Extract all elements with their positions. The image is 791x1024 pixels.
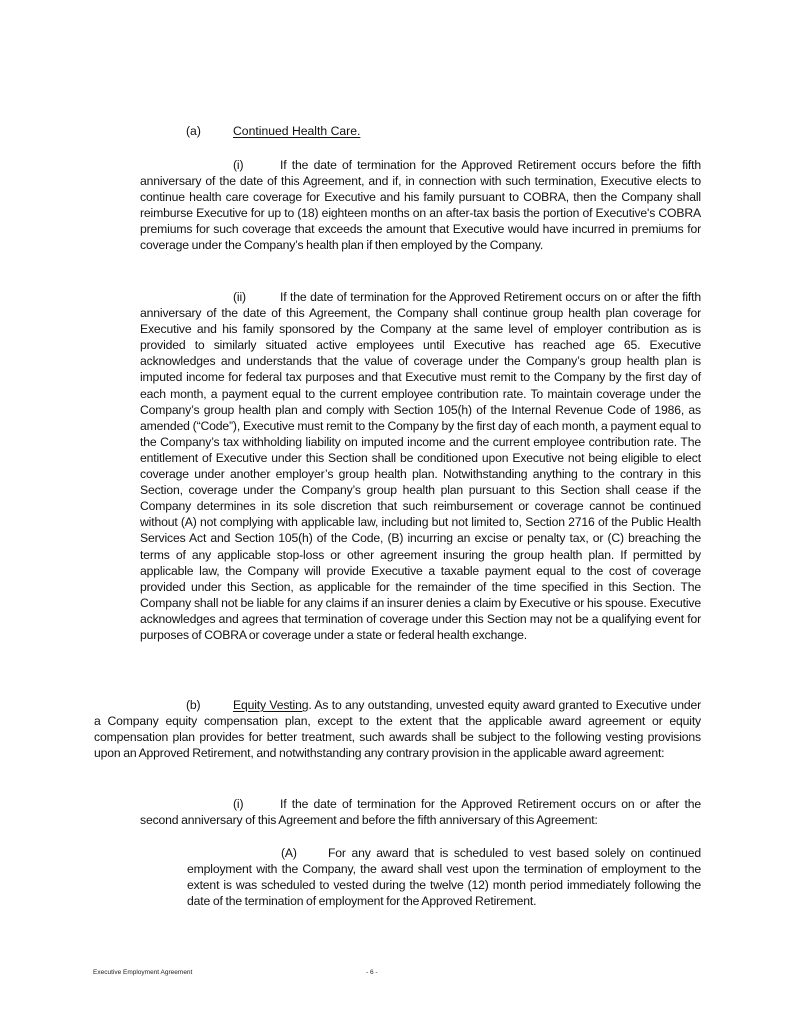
footer-title: Executive Employment Agreement xyxy=(93,969,193,976)
footer-page-number: - 6 - xyxy=(366,969,378,976)
section-b-title: Equity Vesting xyxy=(233,698,309,712)
paragraph-b-i-text: If the date of termination for the Approved Retirement occurs on or after the second anniversary of this Agreement and before the fifth anniversary of this Agreement: xyxy=(140,797,701,828)
paragraph-a-ii-text: If the date of termination for the Approved Retirement occurs on or after the fifth anniversary of the date of this Agreement, the Company shall continue group health plan coverage for Executive and his family sponsored by the Company at the same level of employer contribution as is provided to similarly situated active employees until Executive has reached age 65. Executive acknowledges and understands that the value of coverage under the Company’s group health plan is imputed income for federal tax purposes and that Executive must remit to the Company by the first day of each month, a payment equal to the current employee contribution rate. To maintain coverage under the Company’s group health plan and comply with Section 105(h) of the Internal Revenue Code of 1986, as amended (“Code”), Executive must remit to the Company by the first day of each month, a payment equal to the Company’s tax withholding liability on imputed income and the current employee contribution rate. The entitlement of Executive under this Section shall be conditioned upon Executive not being eligible to elect coverage under another employer’s group health plan. Notwithstanding anything to the contrary in this Section, coverage under the Company’s group health plan pursuant to this Section shall cease if the Company determines in its sole discretion that such reimbursement or coverage cannot be continued without (A) not complying with applicable law, including but not limited to, Section 2716 of the Public Health Services Act and Section 105(h) of the Code, (B) incurring an excise or penalty tax, or (C) breaching the terms of any applicable stop-loss or other agreement insuring the group health plan. If permitted by applicable law, the Company will provide Executive a taxable payment equal to the cost of coverage provided under this Section, as applicable for the remainder of the time specified in this Section. The Company shall not be liable for any claims if an insurer denies a claim by Executive or his spouse. Executive acknowledges and agrees that termination of coverage under this Section may not be a qualifying event for purposes of COBRA or coverage under a state or federal health exchange. xyxy=(140,290,701,642)
paragraph-b-i-a xyxy=(187,845,701,909)
section-a-title: Continued Health Care. xyxy=(233,124,361,138)
paragraph-b-i xyxy=(140,796,701,828)
section-a-heading xyxy=(186,123,360,139)
section-b-paragraph xyxy=(94,697,701,761)
paragraph-a-ii-label: (ii) xyxy=(233,290,246,304)
paragraph-b-i-label: (i) xyxy=(233,797,244,811)
paragraph-b-i-a-label: (A) xyxy=(281,846,297,860)
section-b-text: . As to any outstanding, unvested equity award granted to Executive under a Company equity compensation plan, except to the extent that the applicable award agreement or equity compensation plan provides for better treatment, such awards shall be subject to the following vesting provisions upon an Approved Retirement, and notwithstanding any contrary provision in the applicable award agreement: xyxy=(94,698,701,761)
section-b-label: (b) xyxy=(186,698,201,712)
paragraph-a-i xyxy=(140,157,701,254)
paragraph-b-i-a-text: For any award that is scheduled to vest based solely on continued employment with the Company, the award shall vest upon the termination of employment to the extent is was scheduled to vested during the twelve (12) month period immediately following the date of the termination of employment for the Approved Retirement. xyxy=(187,846,701,909)
section-a-label: (a) xyxy=(186,124,201,138)
paragraph-a-i-text: If the date of termination for the Approved Retirement occurs before the fifth anniversary of the date of this Agreement, and if, in connection with such termination, Executive elects to continue health care coverage for Executive and his family pursuant to COBRA, then the Company shall reimburse Executive for up to (18) eighteen months on an after-tax basis the portion of Executive's COBRA premiums for such coverage that exceeds the amount that Executive would have incurred in premiums for coverage under the Company’s health plan if then employed by the Company. xyxy=(140,158,701,253)
paragraph-a-ii xyxy=(140,289,701,643)
paragraph-a-i-label: (i) xyxy=(233,158,244,172)
